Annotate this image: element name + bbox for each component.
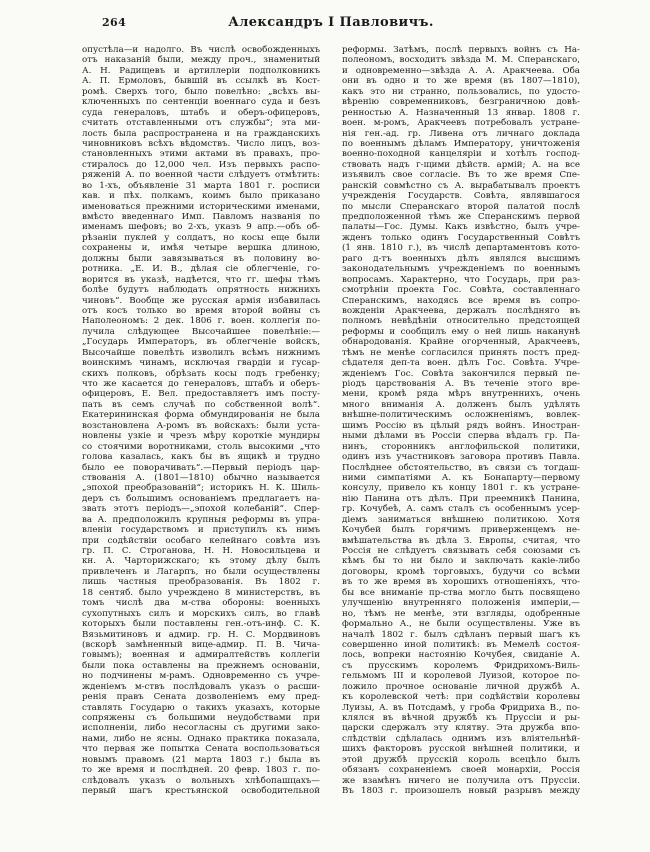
text-columns [82,45,580,797]
text-line: привлеченъ и Лагарпъ, но были осуществлены [82,566,320,577]
text-line: Въ 1803 г. произошелъ новый разрывъ между [342,786,580,797]
text-line: военно-походной канцеляріи и хотѣлъ господ- [342,149,580,160]
text-line: ствованія А. (1801—1810) обычно называется [82,472,320,483]
text-line: ставлять Государю о такихъ указахъ, которые [82,702,320,713]
left-column [82,45,320,797]
text-line: вѣренію современниковъ, безграничною довѣ- [342,97,580,108]
text-line: началѣ 1802 г. былъ сдѣланъ первый шагъ къ [342,629,580,640]
text-line: новлены узкіе и чрезъ мѣру короткіе мундиры [82,431,320,442]
text-line: Высочайше повелѣть изволилъ всѣмъ нижнимъ [82,347,320,358]
text-line: улучшенію внутренняго положенія имперіи,— [342,598,580,609]
text-line: гр. Кочубеѣ, А. самъ сталъ съ особеннымъ усер- [342,504,580,515]
text-line: „эпохой преобразованій“; историкъ Н. К. Шиль- [82,483,320,494]
text-line: новымъ правомъ (21 марта 1803 г.) была въ [82,754,320,765]
text-line: должны были завязываться въ половину во- [82,253,320,264]
text-line: считать отставленными отъ службы“; эта ми- [82,118,320,129]
text-line: сухопутныхъ силъ и морскихъ силъ, во главѣ [82,608,320,619]
text-line: Россія не слѣдуетъ связывать себя союзами съ [342,546,580,556]
text-line: ренія правъ Сената дозволеніемъ ему пред- [82,692,320,703]
text-line: шимъ Россію въ цѣлый рядъ войнъ. Иностран- [342,420,580,431]
text-line: лось, вопреки настоянію Кочубея, свиданіе А. [342,650,580,661]
text-line: Луизы, А. въ Потсдамѣ, у гроба Фридриха В., по- [342,702,580,713]
text-line: нами, либо не ясны. Однако практика показала, [82,733,320,744]
text-line: кав. и пѣх. полкамъ, коимъ было приказано [82,191,320,202]
text-line: жденіемъ Гос. Совѣта закончился первый пе- [342,368,580,379]
text-line: въ то же время въ хорошихъ отношеніяхъ, что- [342,577,580,588]
text-area [82,14,580,797]
text-line: смотрѣніи проекта Гос. Совѣта, составленнаго [342,285,580,296]
text-line: становленныхъ этими актами въ правахъ, про- [82,149,320,160]
page-number: 264 [102,16,127,29]
text-line: именамъ шефовъ; во 2-хъ, указъ 9 апр.—объ об- [82,222,320,233]
text-line: полеономъ, восходитъ звѣзда М. М. Сперанскаго, [342,55,580,66]
text-line: законодательнымъ учрежденіемъ по военнымъ [342,264,580,275]
text-line: предположенной тѣмъ же Сперанскимъ первой [342,212,580,222]
text-line: изъявилъ свое согласіе. Въ то же время Спе- [342,170,580,181]
text-line: но подчинены м-рамъ. Одновременно съ учре- [82,671,320,682]
text-line: нію Панина отъ дѣлъ. При преемникѣ Панина, [342,493,580,504]
text-line: ромѣ. Сверхъ того, было повелѣно: „всѣхъ вы- [82,86,320,97]
text-line: ними симпатіями А. къ Бонапарту—первому [342,472,580,483]
text-line: и одновременно—звѣзда А. А. Аракчеева. Оба [342,65,580,76]
text-line: лучила слѣдующее Высочайшее повелѣніе:— [82,326,320,337]
text-line: ными дѣлами въ Россіи сперва вѣдалъ гр. Па- [342,431,580,442]
text-line: исполненіи, либо несогласны съ другими зако- [82,723,320,734]
text-line: пать въ семъ случаѣ по собственной волѣ“. [82,399,320,410]
text-line: формально А., не были осуществлены. Уже въ [342,619,580,630]
text-line: вмѣшательства въ дѣла З. Европы, считая, что [342,535,580,546]
text-line: же взамѣнъ ничего не получила отъ Пруссіи. [342,775,580,786]
text-line: одинъ изъ участниковъ заговора противъ Павла. [342,452,580,463]
text-line: А. П. Ермоловъ, бывшій въ ссылкѣ въ Кост- [82,76,320,87]
text-line: воинскимъ чинамъ, исключая гвардіи и гусар- [82,358,320,369]
text-line: 18 сентяб. было учреждено 8 министерствъ, въ [82,587,320,598]
text-line: къ королевской четѣ: при содѣйствіи королевы [342,692,580,703]
text-line: гельмомъ III и королевой Луизой, которое по- [342,671,580,682]
page-header [82,14,580,32]
text-line: совершенно иной политикѣ: въ Мемелѣ состоя- [342,639,580,650]
text-line: Екатерининская форма обмундированія не была [82,410,320,421]
text-line: возстановлена А-ромъ въ войскахъ: были уста- [82,420,320,431]
text-line: ворится въ указѣ, надѣется, что гг. шефы тѣмъ [82,274,320,285]
page-title: Александръ I Павловичъ. [228,15,434,30]
text-line: реформы. Затѣмъ, послѣ первыхъ войнъ съ На- [342,45,580,55]
text-line: ствовать надъ г-щими дѣйств. армій; А. на все [342,159,580,170]
text-line: именоваться прежними историческими именами, [82,201,320,212]
text-line: шихъ факторовъ русской внѣшней политики, и [342,744,580,755]
text-line: какъ это ни странно, пользовались, по удосто- [342,86,580,97]
text-line: они въ одно и то же время (въ 1807—1810), [342,76,580,87]
text-line: „Государь Императоръ, въ облегченіе войскъ, [82,337,320,348]
text-line: съ прусскимъ королемъ Фридрихомъ-Виль- [342,660,580,671]
text-line: сопряжены съ большими неудобствами при [82,713,320,723]
text-line: А. Н. Радищевъ и артиллеріи подполковникъ [82,65,320,76]
text-line: ложило прочное основаніе личной дружбѣ А. [342,681,580,692]
text-line: стиралось до 12,000 чел. Изъ первыхъ распо- [82,159,320,170]
text-line: нинъ, сторонникъ англофильской политики, [342,441,580,452]
right-column [342,45,580,797]
text-line: лость была распространена и на гражданскихъ [82,128,320,139]
text-line: учрежденія Государств. Совѣта, являвшагося [342,191,580,202]
text-line: (вскорѣ замѣненный вице-адмир. П. В. Чича- [82,639,320,650]
text-line: жденіемъ м-ствъ послѣдовалъ указъ о расши- [82,681,320,692]
text-line: реформы и сообщилъ ему о ней лишь наканунѣ [342,326,580,337]
text-line: офицеровъ, Е. Вел. предоставляетъ имъ посту- [82,389,320,400]
text-line: полномъ невѣдѣніи относительно предстоящей [342,316,580,327]
text-line: во 1-хъ, объявленіе 31 марта 1801 г. росписи [82,180,320,191]
text-line: первый шагъ крестьянской освободительной [82,786,320,797]
text-line: Вязьмитиновъ и адмир. гр. Н. С. Мордвиновъ [82,629,320,640]
text-line: ренностью А. Назначенный 13 январ. 1808 г. [342,107,580,118]
text-line: по мысли Сперанскаго второй палатой послѣ [342,201,580,212]
text-line: деръ съ большимъ основаніемъ предлагаетъ на- [82,493,320,504]
text-line: томъ числѣ два м-ства обороны: военныхъ [82,598,320,609]
text-line: консулу, привело къ концу 1801 г. къ устране- [342,483,580,494]
text-line: слѣдовалъ указъ о вольныхъ хлѣбопашцахъ— [82,775,320,786]
text-line: при содѣйствіи особаго келейнаго совѣта изъ [82,535,320,546]
text-line: царски сдержалъ эту клятву. Эта дружба впо- [342,723,580,734]
text-line: Послѣднее обстоятельство, въ связи съ тогдаш- [342,462,580,473]
text-line: обязанъ сохраненіемъ своей монархіи, Россія [342,765,580,776]
text-line: опустѣла—и надолго. Въ числѣ освобожденныхъ [82,45,320,55]
text-line: ріодъ царствованія А. Въ теченіе этого вре- [342,379,580,389]
text-line: Наполеономъ: 2 дек. 1806 г. воен. коллегія по- [82,316,320,327]
text-line: что первая же попытка Сената воспользоваться [82,744,320,755]
text-line: вожденіи Аракчеева, держалъ послѣдняго въ [342,305,580,316]
text-line: отъ наказаній были, между проч., знаменитый [82,55,320,66]
text-line: (1 янв. 1810 г.), въ числѣ департаментовъ кото- [342,243,580,254]
text-line: чиновъ“. Вообще же русская армія избавилась [82,295,320,306]
text-line: раго д-тъ военныхъ дѣлъ являлся высшимъ [342,253,580,264]
text-line: палаты—Гос. Думы. Какъ извѣстно, былъ учре- [342,222,580,233]
text-line: гр. П. С. Строганова, Н. Н. Новосильцева и [82,546,320,556]
text-line: этой дружбѣ прусскій король всецѣло былъ [342,754,580,765]
text-line: было ее поворачивать“.—Первый періодъ цар- [82,462,320,473]
text-line: скихъ полковъ, обрѣзать косы подъ гребенку; [82,368,320,379]
text-line: болѣе будутъ наблюдать опрятность нижнихъ [82,285,320,296]
text-line: нія ген.-ад. гр. Ливена отъ личнаго доклада [342,128,580,139]
text-line: лишь частныя преобразованія. Въ 1802 г. [82,577,320,588]
text-line: суда генераловъ, штабъ и оберъ-офицеровъ, [82,107,320,118]
text-line: ранскій совмѣстно съ А. вырабатывалъ проектъ [342,180,580,191]
text-line: Сперанскимъ, находясь все время въ сопро- [342,295,580,306]
text-line: звать этотъ періодъ—„эпохой колебаній“. Спер- [82,504,320,515]
text-line: внѣшне-политическимъ осложненіямъ, вовлек- [342,410,580,421]
text-line: голова казалась, какъ бы въ ящикѣ и трудно [82,452,320,463]
text-line: что же касается до генераловъ, штабъ и оберъ- [82,379,320,389]
text-line: кѣмъ бы то ни было и заключать какіе-либо [342,556,580,567]
text-line: со стоячими воротниками, столь высокими „что [82,441,320,452]
text-line: слѣдствіи сдѣлалась однимъ изъ вліятельнѣй- [342,733,580,744]
text-line: кн. А. Чарторижскаго; къ этому дѣлу былъ [82,556,320,567]
text-line: сохранены и, имѣя четыре вершка длиною, [82,243,320,254]
text-line: то же время и послѣдней. 20 февр. 1803 г. по- [82,765,320,776]
text-line: вопросамъ. Характерно, что Государь, при раз- [342,274,580,285]
text-line: были пока оставлены на прежнемъ основаніи, [82,660,320,671]
text-line: клялся въ вѣчной дружбѣ къ Пруссіи и ры- [342,713,580,723]
text-line: ротника. „Е. И. В., дѣлая сіе облегченіе, го- [82,264,320,275]
text-line: вленіи государствомъ и приступилъ къ нимъ [82,525,320,536]
text-line: чиновниковъ всѣхъ вѣдомствъ. Число лицъ, воз- [82,138,320,149]
text-line: ряженій А. по военной части слѣдуетъ отмѣтить: [82,170,320,181]
text-line: рѣзаніи пуклей у солдатъ, но косы еще были [82,232,320,243]
text-line: ключенныхъ по сентенціи военнаго суда и безъ [82,97,320,108]
text-line: но, тѣмъ не менѣе, эти взгляды, одобренные [342,608,580,619]
text-line: вмѣсто введеннаго Имп. Павломъ названія по [82,212,320,222]
text-line: которыхъ были поставлены ген.-отъ-инф. С. К. [82,619,320,630]
text-line: по военнымъ дѣламъ Императору, уничтоженія [342,138,580,149]
text-line: воен. м-ромъ, Аракчеевъ потребовалъ устране- [342,118,580,129]
text-line: обнародованія. Крайне огорченный, Аракчеевъ, [342,337,580,348]
text-line: ва А. предположилъ крупныя реформы въ упра- [82,514,320,525]
text-line: договоры, кромѣ торговыхъ, будучи со всѣми [342,566,580,577]
text-line: отъ косъ только во время второй войны съ [82,305,320,316]
text-line: діемъ заниматься внѣшнею политикою. Хотя [342,514,580,525]
text-line: мени, кромѣ ряда мѣръ внутреннихъ, очень [342,389,580,400]
text-line: жденъ только одинъ Государственный Совѣтъ [342,232,580,243]
text-line: бы все вниманіе пр-ства могло быть посвящено [342,587,580,598]
text-line: говымъ); военная и адмиралтействъ коллегіи [82,650,320,661]
text-line: тѣмъ не менѣе согласился принять постъ пред- [342,347,580,358]
text-line: сѣдателя деп-та воен. дѣлъ Гос. Совѣта. Учре- [342,358,580,369]
text-line: Кочубей былъ горячимъ приверженцемъ не- [342,525,580,536]
text-line: много вниманія А. долженъ былъ удѣлять [342,399,580,410]
